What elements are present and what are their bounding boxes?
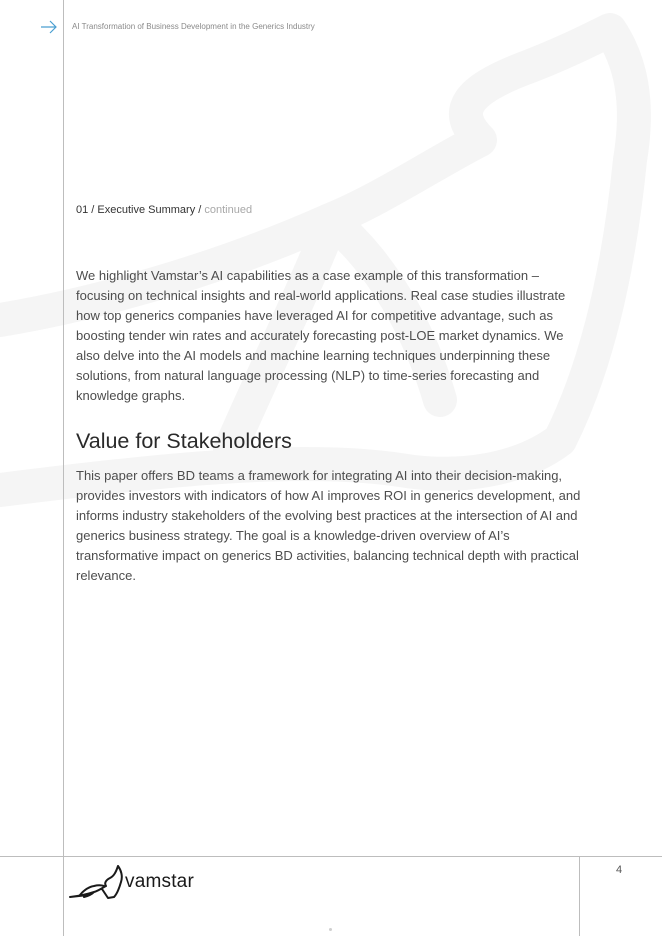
section-label: 01 / Executive Summary /	[76, 204, 202, 216]
section-breadcrumb	[76, 204, 252, 216]
footer-dot	[329, 928, 332, 931]
section-heading: Value for Stakeholders	[76, 429, 292, 453]
intro-paragraph: We highlight Vamstar’s AI capabilities as a case example of this transformation – focusing on technical insights and real-world applications. Real case studies illustrate how top generics companies have leveraged AI for competitive advantage, such as boosting tender win rates and accurately forecasting post-LOE market dynamics. We also delve into the AI models and machine learning techniques underpinning these solutions, from natural language processing (NLP) to time-series forecasting and knowledge graphs.	[76, 268, 566, 403]
vamstar-logo	[68, 862, 208, 902]
page-number: 4	[616, 864, 623, 876]
stakeholders-paragraph: This paper offers BD teams a framework for integrating AI into their decision-making, provides investors with indicators of how AI improves ROI in generics development, and informs industry stakeholders of the evolving best practices at the intersection of AI and generics business strategy. The goal is a knowledge-driven overview of AI’s transformative impact on generics BD activities, balancing technical depth with practical relevance.	[76, 468, 581, 583]
arrow-right-icon	[40, 20, 58, 34]
footer-rule	[0, 856, 662, 857]
section-continued-label: continued	[204, 204, 253, 216]
footer-divider	[579, 856, 580, 936]
left-margin-rule	[63, 0, 64, 936]
logo-wordmark: vamstar	[125, 871, 194, 892]
running-header-title: AI Transformation of Business Development in the Generics Industry	[72, 22, 315, 31]
wolf-logo-icon	[68, 862, 124, 902]
